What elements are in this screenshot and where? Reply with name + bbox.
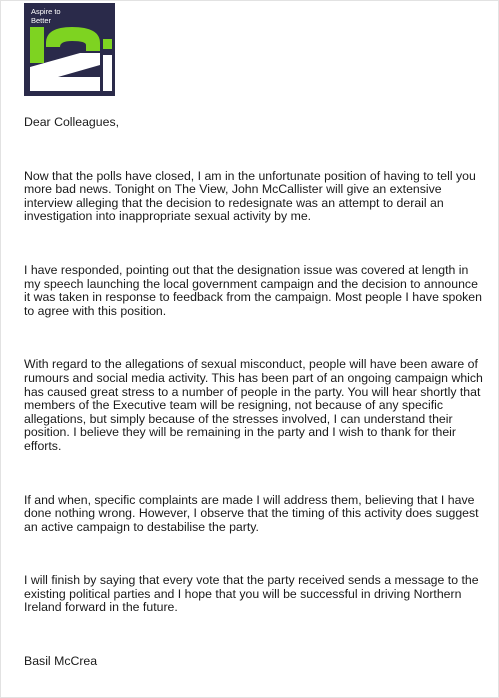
letter-body [24, 116, 484, 669]
organization-logo [24, 3, 115, 96]
paragraph-designation-response: I have responded, pointing out that the designation issue was covered at length in my speech launching the local government campaign and the decision to announce it was taken in response to feedback from the campaign. Most people I have spoken to agree with this position. [24, 262, 482, 318]
paragraph-complaints: If and when, specific complaints are made I will address them, believing that I have done nothing wrong. However, I observe that the timing of this activity does suggest an active campaign to destabilise the party. [24, 492, 479, 534]
paragraph-polls-closed: Now that the polls have closed, I am in the unfortunate position of having to tell you more bad news. Tonight on The View, John McCallister will give an extensive interview alleging that the decision to redesignate was an attempt to derail an investigation into inappropriate sexual activity by me. [24, 168, 476, 224]
paragraph-closing: I will finish by saying that every vote that the party received sends a message to the existing political parties and I hope that you will be successful in driving Northern Ireland forward in the future. [24, 573, 479, 615]
logo-tagline-line1: Aspire to [31, 7, 61, 16]
salutation: Dear Colleagues, [24, 115, 120, 129]
signature-name: Basil McCrea [24, 654, 98, 669]
logo-tagline [31, 8, 61, 25]
logo-tagline-line2: Better [31, 15, 52, 25]
paragraph-allegations: With regard to the allegations of sexual misconduct, people will have been aware of rumours and social media activity. This has been part of an ongoing campaign which has caused great stress to a number of people in the party. You will hear shortly that members of the Executive team will be resigning, not because of any specific allegations, but simply because of the stresses involved, I can understand their position. I believe they will be remaining in the party and I wish to thank for their efforts. [24, 357, 483, 453]
